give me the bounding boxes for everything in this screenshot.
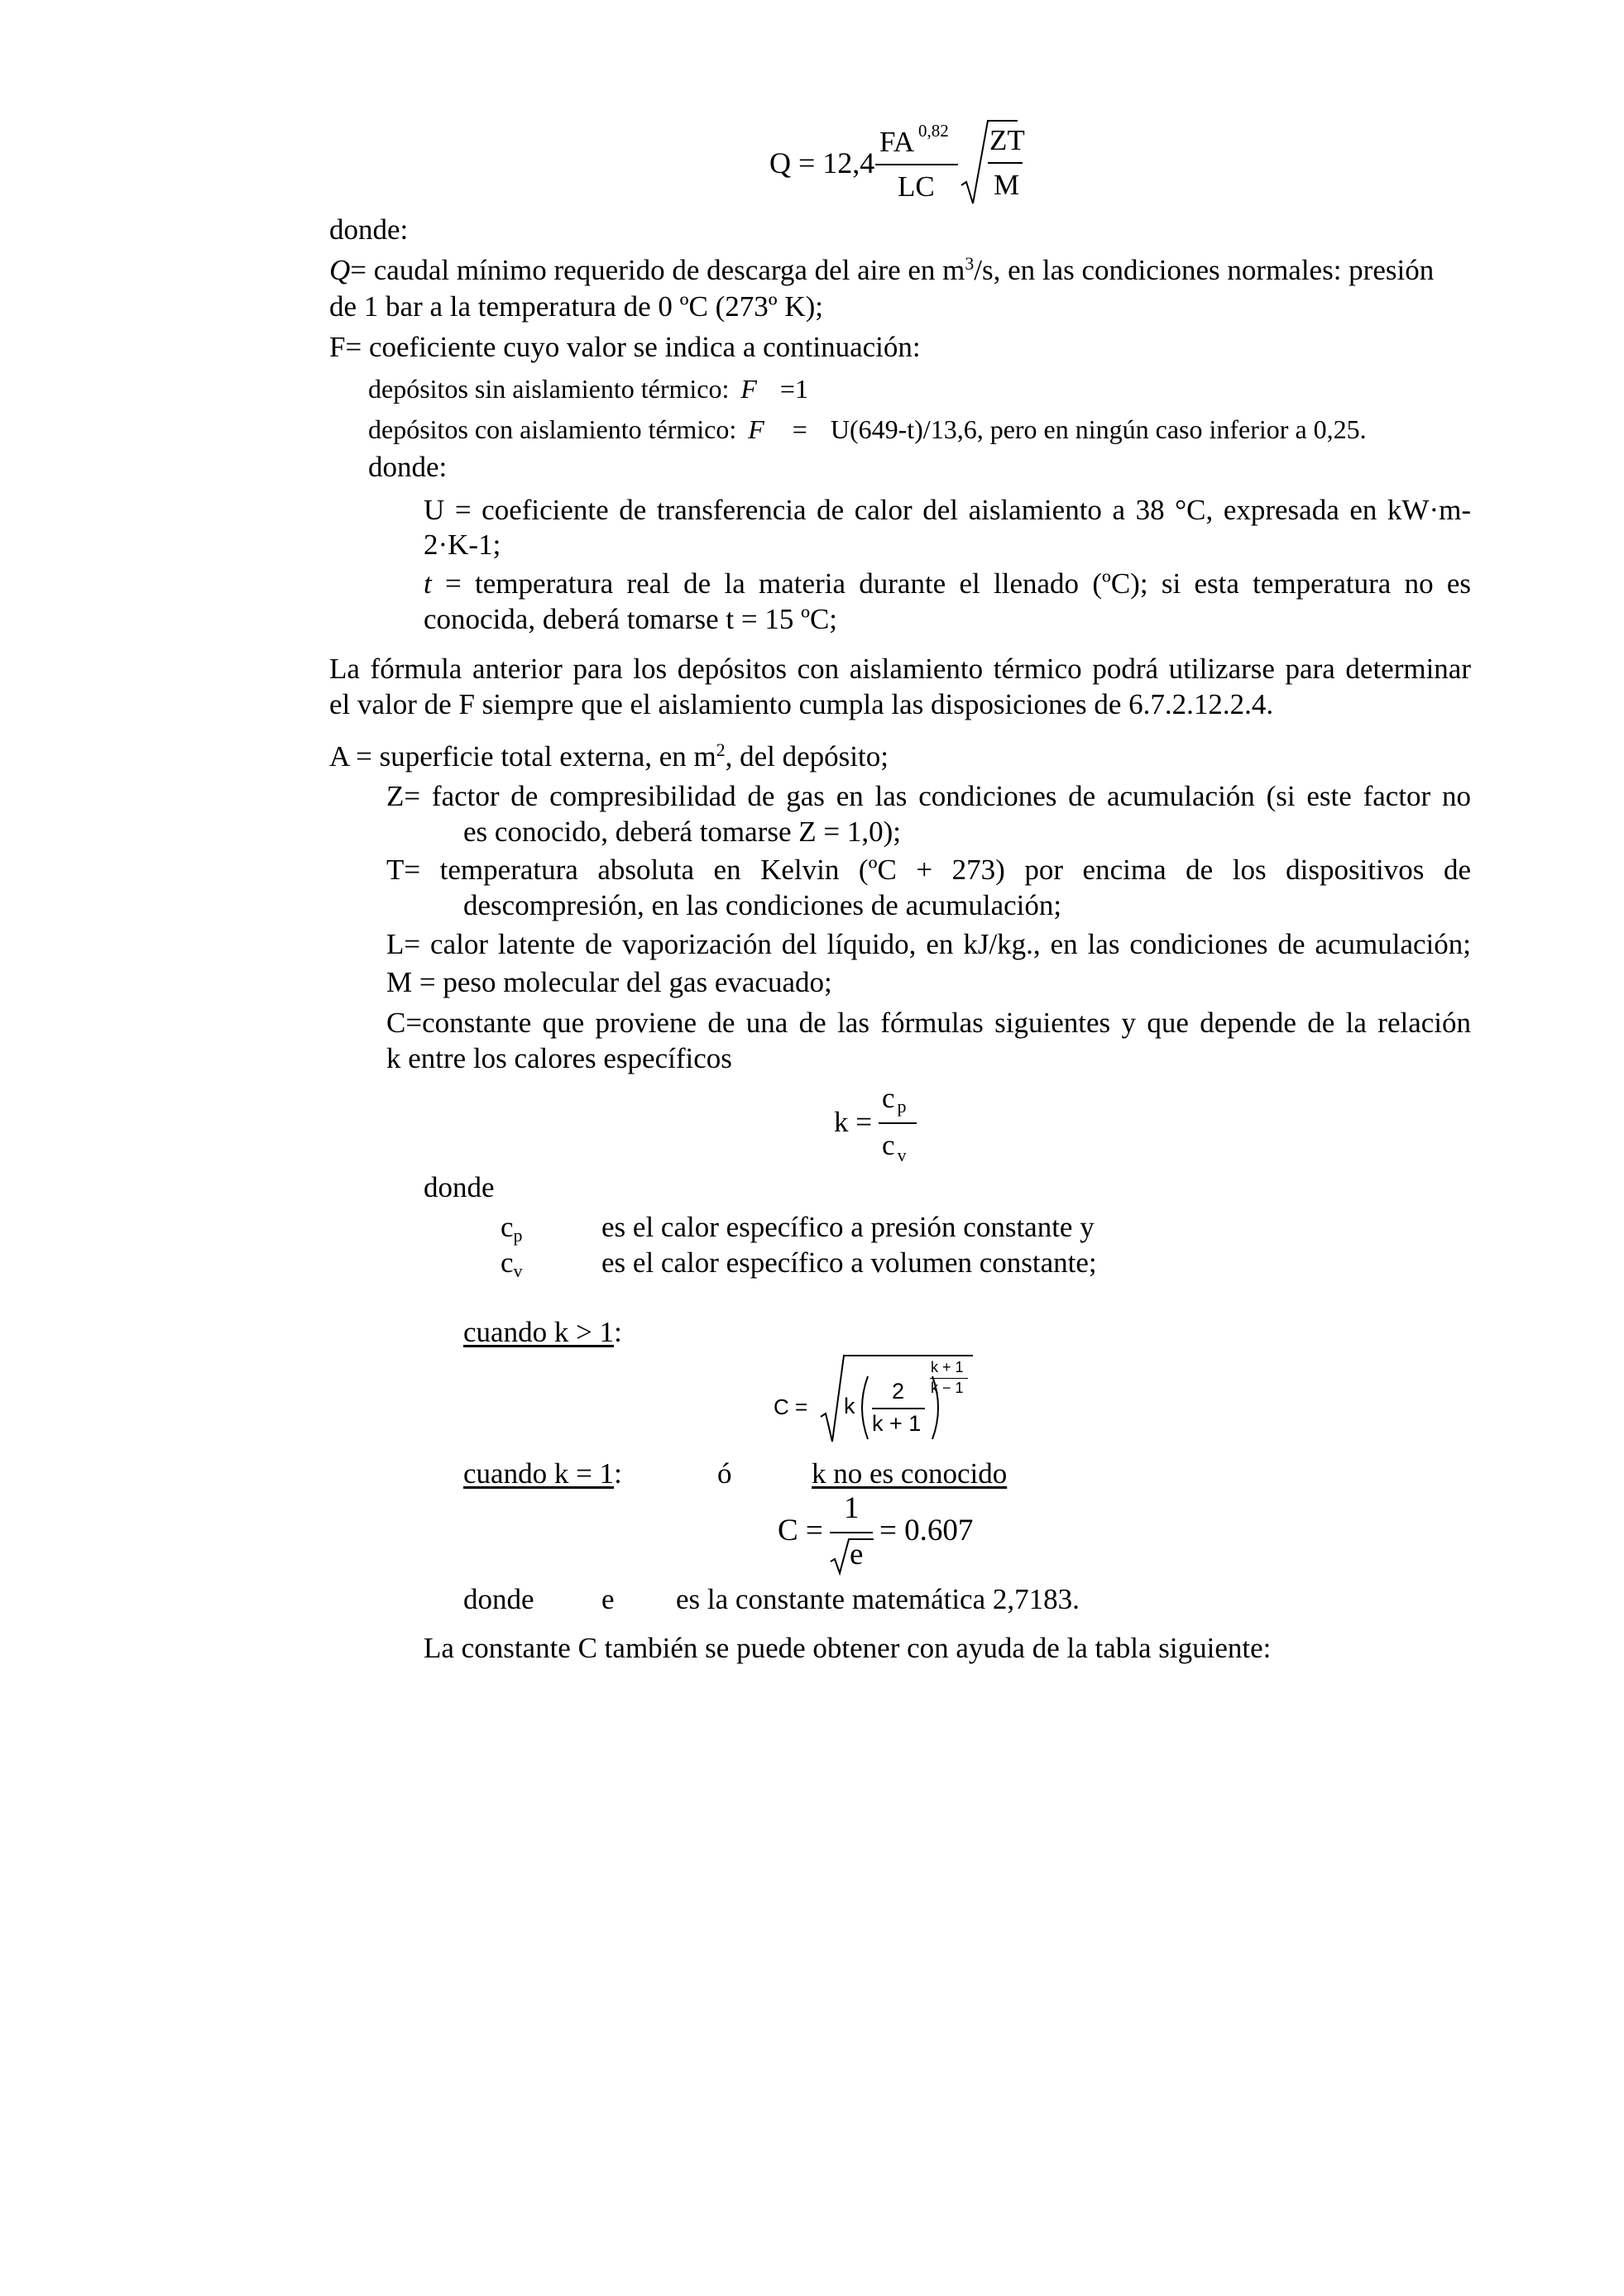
c-definition-line2: k entre los calores específicos [386, 1042, 732, 1074]
z-definition-line2: es conocido, deberá tomarse Z = 1,0); [463, 816, 901, 848]
formula-q-radical-denominator: M [994, 169, 1020, 201]
a-definition: A = superficie total externa, en $m^2$, del depósito; [329, 740, 889, 773]
case-k-equals-1: cuando k = 1: [463, 1457, 622, 1490]
e-donde: donde [463, 1583, 534, 1615]
t2-definition-line1: T= temperatura absoluta en Kelvin (ºC + 273) por encima de los dispositivos de [386, 854, 1471, 886]
formula-c1-exponent-numerator: k + 1 [931, 1359, 964, 1375]
formula-k-denominator: c $_v$ [882, 1129, 907, 1165]
formula-c2-numerator: 1 [844, 1491, 860, 1525]
c-definition-line1: C=constante que proviene de una de las fórmulas siguientes y que depende de la relación [386, 1007, 1471, 1039]
formula-k-numerator: cp [882, 1082, 907, 1117]
t-definition-line2: conocida, deberá tomarse t = 15 ºC; [424, 603, 838, 635]
z-definition-line1: Z= factor de compresibilidad de gas en las condiciones de acumulación (si este factor no [386, 780, 1471, 812]
formula-q-denominator: LC [898, 170, 935, 203]
formula-c1-exponent-denominator: k − 1 [931, 1380, 964, 1396]
formula-q-radical-numerator: ZT [989, 124, 1025, 156]
t-definition-line1: t = temperatura real de la materia durante el llenado (ºC); si esta temperatura no es [424, 567, 1472, 600]
cp-definition: es el calor específico a presión constante y [601, 1211, 1095, 1243]
donde-label: donde: [329, 213, 409, 246]
f-definition: F= coeficiente cuyo valor se indica a continuación: [329, 331, 921, 363]
q-definition-line2: de 1 bar a la temperatura de 0 ºC (273º K); [329, 290, 824, 323]
q-definition-line1: Q= caudal mínimo requerido de descarga del aire en $m^3/s$, en las condiciones normales: presión [329, 254, 1435, 286]
donde-label-2: donde: [368, 451, 448, 483]
formula-note-line1: La fórmula anterior para los depósitos con aislamiento térmico podrá utilizarse para determinar [329, 653, 1471, 685]
formula-c2-fraction-bar [830, 1532, 873, 1533]
formula-c1-lhs: C = [774, 1394, 808, 1419]
e-definition: es la constante matemática 2,7183. [676, 1583, 1080, 1615]
formula-note-line2: el valor de F siempre que el aislamiento cumpla las disposiciones de 6.7.2.12.2.4. [329, 688, 1274, 720]
q-variable: Q [329, 254, 351, 286]
cv-definition: es el calor específico a volumen constante; [601, 1246, 1097, 1279]
formula-q-radical-bar [988, 162, 1023, 164]
f-sin-aislamiento: depósitos sin aislamiento térmico: F =1 [368, 374, 808, 404]
f-con-aislamiento: depósitos con aislamiento térmico: F = U(649-t)/13,6, pero en ningún caso inferior a 0,25. [368, 414, 1367, 444]
formula-c1-exponent-bar [930, 1378, 968, 1379]
t2-definition-line2: descompresión, en las condiciones de acumulación; [463, 889, 1062, 921]
donde-label-3: donde [424, 1171, 495, 1203]
formula-c2-denominator: e [850, 1538, 864, 1571]
formula-c1-k: k [844, 1394, 855, 1418]
formula-q-fraction-bar [875, 164, 958, 165]
formula-c1-numerator: 2 [892, 1379, 905, 1404]
formula-q-lhs: Q = 12,4 [769, 146, 875, 179]
u-definition-line2: 2·K-1; [424, 529, 501, 561]
formula-c1-denominator: k + 1 [872, 1411, 922, 1436]
l-definition: L= calor latente de vaporización del líquido, en kJ/kg., en las condiciones de acumulación; [386, 928, 1471, 960]
formula-c1-fraction-bar [872, 1408, 925, 1409]
case-k-greater-1: cuando k > 1: [463, 1316, 622, 1348]
cp-symbol: cp [501, 1211, 523, 1246]
formula-c2-rhs: = 0.607 [879, 1514, 974, 1547]
case-k-unknown: k no es conocido [812, 1457, 1008, 1490]
formula-q-exponent: 0,82 [918, 121, 949, 141]
e-symbol: e [601, 1583, 615, 1615]
m-definition: M = peso molecular del gas evacuado; [386, 966, 832, 998]
closing-sentence: La constante C también se puede obtener con ayuda de la tabla siguiente: [424, 1632, 1272, 1664]
cv-symbol: cv [501, 1246, 523, 1281]
u-definition-line1: U = coeficiente de transferencia de calor del aislamiento a 38 °C, expresada en kW·m- [424, 494, 1471, 526]
formula-k-lhs: k = [834, 1106, 872, 1138]
formula-c2-lhs: C = [778, 1514, 823, 1547]
formula-k-fraction-bar [879, 1122, 917, 1124]
formula-q-numerator: FA [879, 126, 915, 158]
case-or: ó [717, 1457, 732, 1490]
